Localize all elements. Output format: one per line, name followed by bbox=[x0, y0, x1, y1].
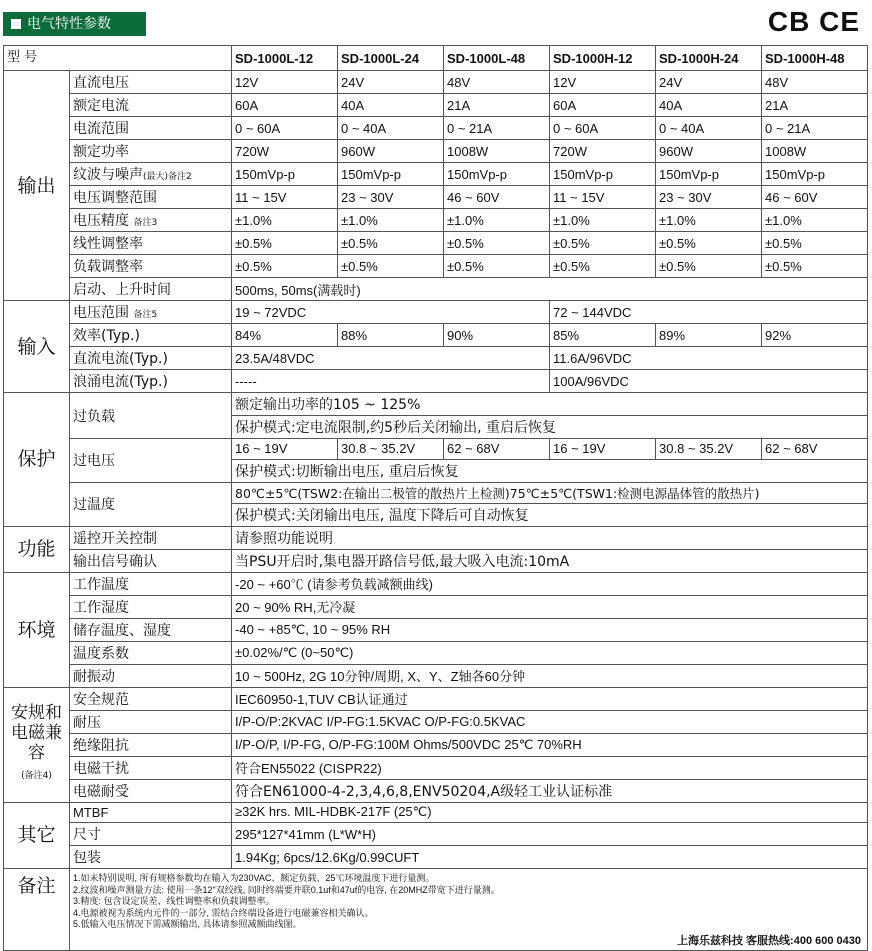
cell: 60A bbox=[550, 94, 656, 117]
cell: 720W bbox=[232, 140, 338, 163]
cell: 150mVp-p bbox=[444, 163, 550, 186]
row-label: 直流电流(Typ.) bbox=[70, 347, 232, 370]
cell: 21A bbox=[444, 94, 550, 117]
note-line: 1.如未特别说明, 所有规格参数均在输入为230VAC、额定负载、25℃环境温度下进行量测。 bbox=[73, 873, 435, 883]
cell: ±1.0% bbox=[656, 209, 762, 232]
cell: 0 ~ 60A bbox=[232, 117, 338, 140]
cell: 23 ~ 30V bbox=[656, 186, 762, 209]
cell: ±1.0% bbox=[338, 209, 444, 232]
row-label: 尺寸 bbox=[70, 823, 232, 846]
row-label: 工作湿度 bbox=[70, 595, 232, 618]
row-label: 电磁耐受 bbox=[70, 779, 232, 802]
table-row bbox=[4, 756, 868, 779]
note-ref: (最大)备注2 bbox=[143, 172, 192, 182]
table-row bbox=[4, 710, 868, 733]
table-row bbox=[4, 664, 868, 687]
table-row bbox=[4, 324, 868, 347]
cell: ±1.0% bbox=[232, 209, 338, 232]
table-row bbox=[4, 869, 868, 951]
cell: 11.6A/96VDC bbox=[550, 347, 868, 370]
note-ref: 备注3 bbox=[133, 218, 158, 228]
cell: ±0.5% bbox=[550, 232, 656, 255]
group-safety bbox=[4, 687, 70, 802]
cell: 0 ~ 40A bbox=[338, 117, 444, 140]
table-row bbox=[4, 823, 868, 846]
row-label: 效率(Typ.) bbox=[70, 324, 232, 347]
row-label-text: 电压范围 bbox=[73, 305, 129, 321]
table-row bbox=[4, 618, 868, 641]
group-input: 输入 bbox=[4, 301, 70, 393]
cell: 23 ~ 30V bbox=[338, 186, 444, 209]
group-notes: 备注 bbox=[4, 869, 70, 951]
cell: 500ms, 50ms(满载时) bbox=[232, 278, 868, 301]
cell: 12V bbox=[232, 71, 338, 94]
table-row bbox=[4, 733, 868, 756]
cell: 80℃±5℃(TSW2:在输出二极管的散热片上检测)75℃±5℃(TSW1:检测电源晶体管的散热片) bbox=[232, 482, 868, 503]
cell: 请参照功能说明 bbox=[232, 526, 868, 549]
cell: ±0.5% bbox=[656, 232, 762, 255]
cell: 21A bbox=[762, 94, 868, 117]
row-label: 温度系数 bbox=[70, 641, 232, 664]
cell: 1.94Kg; 6pcs/12.6Kg/0.99CUFT bbox=[232, 846, 868, 869]
row-label: 工作温度 bbox=[70, 572, 232, 595]
table-row bbox=[4, 117, 868, 140]
table-row bbox=[4, 641, 868, 664]
row-label: 过温度 bbox=[70, 482, 232, 526]
row-label: 储存温度、湿度 bbox=[70, 618, 232, 641]
group-safety-label: 安规和电磁兼容 bbox=[11, 703, 62, 763]
table-row bbox=[4, 163, 868, 186]
cell: ±0.5% bbox=[444, 255, 550, 278]
row-label-text: 纹波与噪声 bbox=[73, 167, 143, 183]
group-output: 输出 bbox=[4, 71, 70, 301]
cell: 92% bbox=[762, 324, 868, 347]
note-ref: 备注5 bbox=[133, 310, 158, 320]
cell: 24V bbox=[338, 71, 444, 94]
model-row bbox=[4, 46, 868, 71]
cell: ±0.5% bbox=[444, 232, 550, 255]
row-label: 电压调整范围 bbox=[70, 186, 232, 209]
group-others: 其它 bbox=[4, 802, 70, 869]
cell: ----- bbox=[232, 370, 550, 393]
table-row bbox=[4, 572, 868, 595]
cell: ±1.0% bbox=[762, 209, 868, 232]
model-cell: SD-1000H-12 bbox=[550, 46, 656, 71]
cell: I/P-O/P:2KVAC I/P-FG:1.5KVAC O/P-FG:0.5KVAC bbox=[232, 710, 868, 733]
table-row bbox=[4, 140, 868, 163]
cell: ±0.5% bbox=[232, 232, 338, 255]
row-label: 负载调整率 bbox=[70, 255, 232, 278]
cell: ±0.5% bbox=[232, 255, 338, 278]
cell: 11 ~ 15V bbox=[550, 186, 656, 209]
table-row bbox=[4, 232, 868, 255]
group-function: 功能 bbox=[4, 526, 70, 572]
table-row bbox=[4, 687, 868, 710]
cell: 40A bbox=[656, 94, 762, 117]
cell: 0 ~ 60A bbox=[550, 117, 656, 140]
note-ref: (备注4) bbox=[21, 771, 52, 781]
cell: ±0.02%/℃ (0~50℃) bbox=[232, 641, 868, 664]
model-cell: SD-1000H-24 bbox=[656, 46, 762, 71]
cell: ±0.5% bbox=[762, 255, 868, 278]
cell: 30.8 ~ 35.2V bbox=[338, 439, 444, 460]
certification-marks: CB CE bbox=[767, 6, 860, 37]
cell: ±0.5% bbox=[338, 232, 444, 255]
section-title: 电气特性参数 bbox=[3, 12, 146, 36]
row-label: 过电压 bbox=[70, 439, 232, 483]
cell: 150mVp-p bbox=[232, 163, 338, 186]
table-row bbox=[4, 186, 868, 209]
row-label: 额定功率 bbox=[70, 140, 232, 163]
cell: I/P-O/P, I/P-FG, O/P-FG:100M Ohms/500VDC 25℃ 70%RH bbox=[232, 733, 868, 756]
model-cell: SD-1000H-48 bbox=[762, 46, 868, 71]
cell: ±0.5% bbox=[550, 255, 656, 278]
table-row bbox=[4, 549, 868, 572]
row-label bbox=[70, 163, 232, 186]
cell: 16 ~ 19V bbox=[550, 439, 656, 460]
cell: 960W bbox=[338, 140, 444, 163]
row-label: 线性调整率 bbox=[70, 232, 232, 255]
table-row bbox=[4, 347, 868, 370]
cell: 720W bbox=[550, 140, 656, 163]
cell: 保护模式:定电流限制,约5秒后关闭输出, 重启后恢复 bbox=[232, 416, 868, 439]
cell: 72 ~ 144VDC bbox=[550, 301, 868, 324]
row-label: 启动、上升时间 bbox=[70, 278, 232, 301]
row-label-text: 电压精度 bbox=[73, 213, 129, 229]
cell: 30.8 ~ 35.2V bbox=[656, 439, 762, 460]
table-row bbox=[4, 482, 868, 503]
model-cell: SD-1000L-48 bbox=[444, 46, 550, 71]
row-label: 遥控开关控制 bbox=[70, 526, 232, 549]
cell: 90% bbox=[444, 324, 550, 347]
row-label: 包装 bbox=[70, 846, 232, 869]
cell: 保护模式:关闭输出电压, 温度下降后可自动恢复 bbox=[232, 503, 868, 526]
cell: 62 ~ 68V bbox=[762, 439, 868, 460]
square-icon bbox=[11, 19, 21, 29]
cell: 46 ~ 60V bbox=[762, 186, 868, 209]
cell: 0 ~ 21A bbox=[444, 117, 550, 140]
table-row bbox=[4, 526, 868, 549]
model-cell: SD-1000L-12 bbox=[232, 46, 338, 71]
cell: 48V bbox=[444, 71, 550, 94]
row-label: 耐压 bbox=[70, 710, 232, 733]
row-label: 直流电压 bbox=[70, 71, 232, 94]
cell: 150mVp-p bbox=[338, 163, 444, 186]
cell: 19 ~ 72VDC bbox=[232, 301, 550, 324]
cell: ±1.0% bbox=[550, 209, 656, 232]
cell: 24V bbox=[656, 71, 762, 94]
group-protection: 保护 bbox=[4, 393, 70, 527]
table-row bbox=[4, 278, 868, 301]
model-cell: SD-1000L-24 bbox=[338, 46, 444, 71]
cell: 额定输出功率的105 ~ 125% bbox=[232, 393, 868, 416]
cell: ±0.5% bbox=[656, 255, 762, 278]
cell: 10 ~ 500Hz, 2G 10分钟/周期, X、Y、Z轴各60分钟 bbox=[232, 664, 868, 687]
cell: IEC60950-1,TUV CB认证通过 bbox=[232, 687, 868, 710]
cell: ±1.0% bbox=[444, 209, 550, 232]
table-row bbox=[4, 802, 868, 823]
row-label bbox=[70, 301, 232, 324]
row-label: 浪涌电流(Typ.) bbox=[70, 370, 232, 393]
row-label: 耐振动 bbox=[70, 664, 232, 687]
cell: 100A/96VDC bbox=[550, 370, 868, 393]
cell: -20 ~ +60℃ (请参考负载减额曲线) bbox=[232, 572, 868, 595]
table-row bbox=[4, 439, 868, 460]
cell: 60A bbox=[232, 94, 338, 117]
model-label: 型 号 bbox=[4, 46, 232, 71]
note-line: 3.精度: 包含设定误差、线性调整率和负载调整率。 bbox=[73, 896, 275, 906]
table-row bbox=[4, 370, 868, 393]
cell: 88% bbox=[338, 324, 444, 347]
cell: 保护模式:切断输出电压, 重启后恢复 bbox=[232, 459, 868, 482]
hotline-text: 上海乐兹科技 客服热线:400 600 0430 bbox=[677, 934, 862, 947]
cell: 当PSU开启时,集电器开路信号低,最大吸入电流:10mA bbox=[232, 549, 868, 572]
row-label: 输出信号确认 bbox=[70, 549, 232, 572]
cell: 16 ~ 19V bbox=[232, 439, 338, 460]
spec-table bbox=[3, 45, 868, 951]
cell: 150mVp-p bbox=[550, 163, 656, 186]
cell: 11 ~ 15V bbox=[232, 186, 338, 209]
row-label: MTBF bbox=[70, 802, 232, 823]
row-label bbox=[70, 209, 232, 232]
cell: 48V bbox=[762, 71, 868, 94]
row-label: 电流范围 bbox=[70, 117, 232, 140]
cell: 符合EN55022 (CISPR22) bbox=[232, 756, 868, 779]
table-row bbox=[4, 779, 868, 802]
table-row bbox=[4, 595, 868, 618]
group-environment: 环境 bbox=[4, 572, 70, 687]
cell: 20 ~ 90% RH,无冷凝 bbox=[232, 595, 868, 618]
cell: 150mVp-p bbox=[762, 163, 868, 186]
cell: 23.5A/48VDC bbox=[232, 347, 550, 370]
row-label: 电磁干扰 bbox=[70, 756, 232, 779]
note-line: 2.纹波和噪声测量方法: 使用一条12"双绞线, 同时终端要并联0.1uf和47uf的电容, 在20MHZ带宽下进行量测。 bbox=[73, 884, 500, 895]
cell: ≥32K hrs. MIL-HDBK-217F (25℃) bbox=[232, 802, 868, 823]
cell: 12V bbox=[550, 71, 656, 94]
cell: -40 ~ +85℃, 10 ~ 95% RH bbox=[232, 618, 868, 641]
cell: 89% bbox=[656, 324, 762, 347]
row-label: 额定电流 bbox=[70, 94, 232, 117]
table-row bbox=[4, 393, 868, 416]
cell: 1008W bbox=[444, 140, 550, 163]
table-row bbox=[4, 846, 868, 869]
table-row bbox=[4, 94, 868, 117]
table-row bbox=[4, 71, 868, 94]
row-label: 绝缘阻抗 bbox=[70, 733, 232, 756]
cell: 960W bbox=[656, 140, 762, 163]
cell: 40A bbox=[338, 94, 444, 117]
cell: ±0.5% bbox=[338, 255, 444, 278]
table-row bbox=[4, 301, 868, 324]
cell: 46 ~ 60V bbox=[444, 186, 550, 209]
cell: 0 ~ 21A bbox=[762, 117, 868, 140]
cell: 84% bbox=[232, 324, 338, 347]
cell: 62 ~ 68V bbox=[444, 439, 550, 460]
row-label: 过负载 bbox=[70, 393, 232, 439]
cell: 0 ~ 40A bbox=[656, 117, 762, 140]
table-row bbox=[4, 209, 868, 232]
row-label: 安全规范 bbox=[70, 687, 232, 710]
note-line: 5.低输入电压情况下需减额输出, 具体请参照减额曲线图。 bbox=[73, 919, 302, 929]
cell: 符合EN61000-4-2,3,4,6,8,ENV50204,A级轻工业认证标准 bbox=[232, 779, 868, 802]
cell: 295*127*41mm (L*W*H) bbox=[232, 823, 868, 846]
note-line: 4.电源被视为系统内元件的一部分, 需结合终端设备进行电磁兼容相关确认。 bbox=[73, 907, 374, 918]
cell: 1008W bbox=[762, 140, 868, 163]
cell: ±0.5% bbox=[762, 232, 868, 255]
table-row bbox=[4, 255, 868, 278]
cell: 150mVp-p bbox=[656, 163, 762, 186]
notes-cell bbox=[70, 869, 868, 951]
cell: 85% bbox=[550, 324, 656, 347]
